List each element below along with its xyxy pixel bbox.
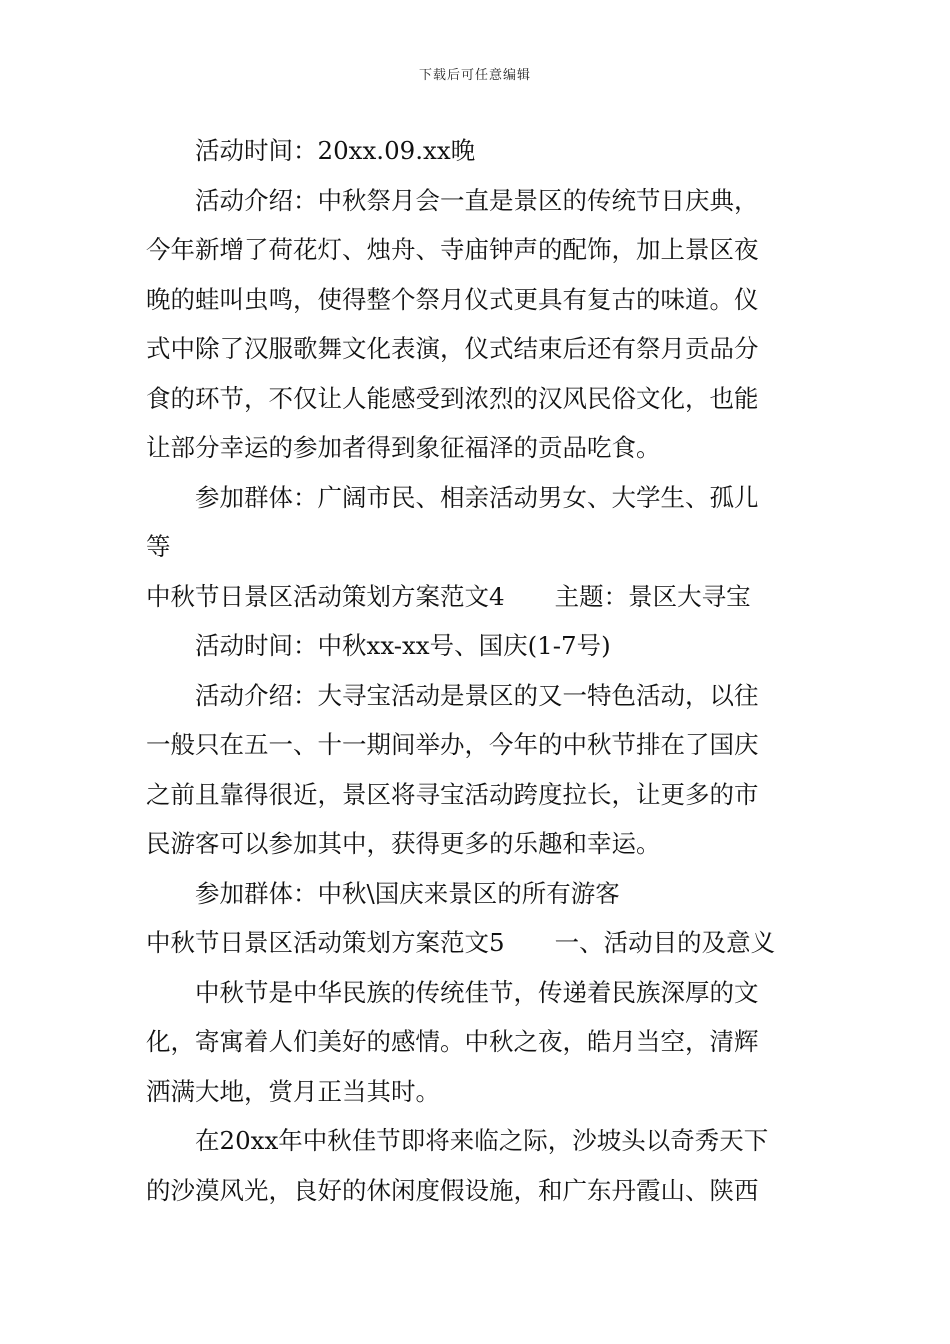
text-line: 的沙漠风光，良好的休闲度假设施，和广东丹霞山、陕西: [146, 1175, 759, 1205]
text-line: 参加群体：中秋\国庆来景区的所有游客: [195, 878, 620, 908]
document-body: [146, 126, 806, 1215]
section-title: 中秋节日景区活动策划方案范文4: [146, 581, 505, 611]
section-title: 中秋节日景区活动策划方案范文5: [146, 928, 505, 957]
text-line: 民游客可以参加其中，获得更多的乐趣和幸运。: [146, 829, 661, 858]
text-line: 参加群体：广阔市民、相亲活动男女、大学生、孤儿: [195, 482, 759, 512]
section-heading-5: [146, 918, 806, 968]
section-subtitle: 主题：景区大寻宝: [554, 581, 751, 611]
text-line: 活动介绍：大寻宝活动是景区的又一特色活动，以往: [195, 680, 759, 710]
text-line: 化，寄寓着人们美好的感情。中秋之夜，皓月当空，清辉: [146, 1027, 759, 1056]
text-line: 一般只在五一、十一期间举办，今年的中秋节排在了国庆: [146, 730, 759, 759]
text-line: 洒满大地，赏月正当其时。: [146, 1076, 440, 1106]
text-line: 活动介绍：中秋祭月会一直是景区的传统节日庆典，: [195, 185, 759, 215]
text-line: 活动时间：中秋xx-xx号、国庆(1-7号): [195, 631, 611, 660]
text-line: 之前且靠得很近，景区将寻宝活动跨度拉长，让更多的市: [146, 779, 759, 809]
text-line: 让部分幸运的参加者得到象征福泽的贡品吃食。: [146, 433, 661, 462]
section-heading-4: [146, 572, 806, 622]
text-line: 活动时间：20xx.09.xx晚: [195, 136, 476, 165]
text-line: 式中除了汉服歌舞文化表演，仪式结束后还有祭月贡品分: [146, 334, 759, 363]
text-line: 等: [146, 532, 171, 561]
page-header: 下载后可任意编辑: [418, 68, 531, 83]
text-line: 中秋节是中华民族的传统佳节，传递着民族深厚的文: [195, 977, 759, 1007]
text-line: 今年新增了荷花灯、烛舟、寺庙钟声的配饰，加上景区夜: [146, 235, 759, 264]
text-line: 食的环节，不仅让人能感受到浓烈的汉风民俗文化，也能: [146, 383, 759, 413]
text-line: 在20xx年中秋佳节即将来临之际，沙坡头以奇秀天下: [195, 1126, 769, 1155]
text-line: 晚的蛙叫虫鸣，使得整个祭月仪式更具有复古的味道。仪: [146, 284, 759, 314]
section-subtitle: 一、活动目的及意义: [554, 928, 776, 957]
